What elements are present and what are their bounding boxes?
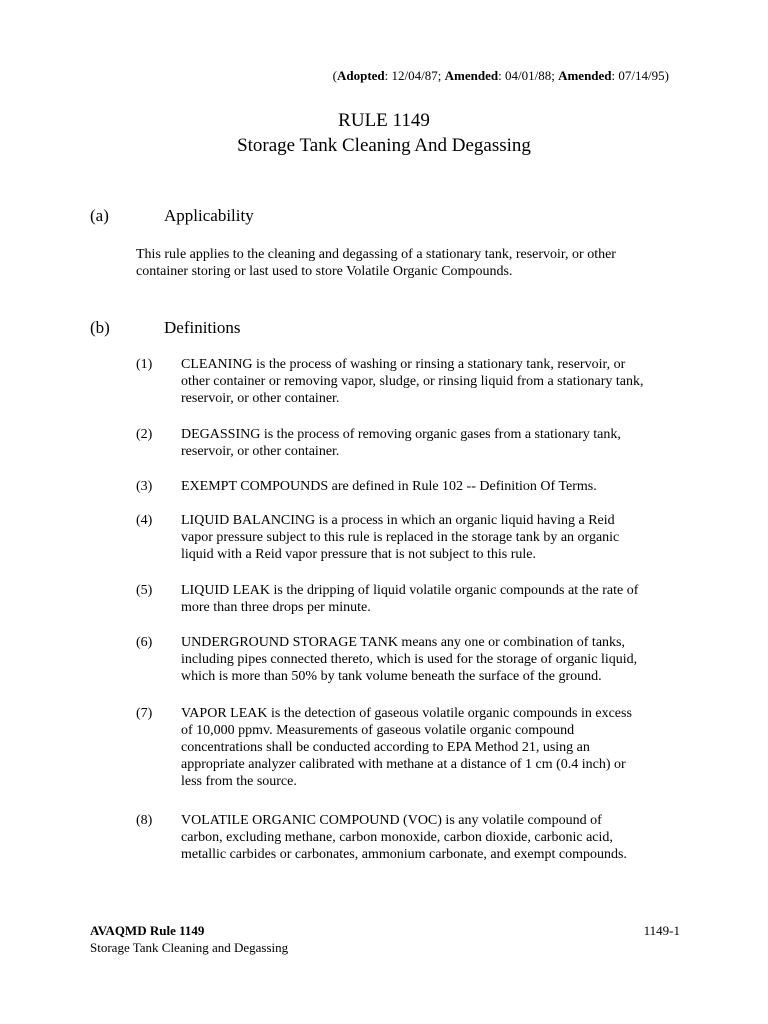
section-a-heading bbox=[90, 206, 254, 226]
definition-line: UNDERGROUND STORAGE TANK means any one or combination of tanks, bbox=[181, 635, 625, 650]
definition-line: LIQUID LEAK is the dripping of liquid volatile organic compounds at the rate of bbox=[181, 583, 639, 598]
section-b-number: (b) bbox=[90, 318, 110, 337]
definition-text bbox=[181, 512, 681, 563]
section-a-text bbox=[136, 246, 696, 280]
definition-line: LIQUID BALANCING is a process in which an organic liquid having a Reid bbox=[181, 513, 615, 528]
amended-label-1: Amended bbox=[444, 68, 499, 83]
definition-line: VOLATILE ORGANIC COMPOUND (VOC) is any volatile compound of bbox=[181, 813, 602, 828]
definition-number: (5) bbox=[136, 583, 153, 598]
adoption-history: (Adopted: 12/04/87; Amended: 04/01/88; Amended: 07/14/95) bbox=[332, 68, 669, 83]
amended-date-2: 07/14/95 bbox=[618, 68, 665, 83]
section-a-number: (a) bbox=[90, 206, 109, 225]
rule-title bbox=[0, 108, 768, 158]
definition-number: (3) bbox=[136, 479, 153, 494]
definition-line: including pipes connected thereto, which is used for the storage of organic liquid, bbox=[181, 652, 638, 667]
definition-text bbox=[181, 582, 681, 616]
definition-line: appropriate analyzer calibrated with methane at a distance of 1 cm (0.4 inch) or bbox=[181, 757, 626, 772]
definition-line: liquid with a Reid vapor pressure that is not subject to this rule. bbox=[181, 547, 536, 562]
definition-text bbox=[181, 478, 681, 495]
adopted-date: 12/04/87 bbox=[391, 68, 438, 83]
definition-line: of 10,000 ppmv. Measurements of gaseous volatile organic compound bbox=[181, 723, 575, 738]
adopted-label: Adopted bbox=[336, 68, 385, 83]
rule-number: RULE 1149 bbox=[338, 110, 430, 131]
definition-line: DEGASSING is the process of removing organic gases from a stationary tank, bbox=[181, 427, 621, 442]
definition-text bbox=[181, 812, 681, 863]
definition-line: vapor pressure subject to this rule is replaced in the storage tank by an organic bbox=[181, 530, 620, 545]
definition-line: reservoir, or other container. bbox=[181, 391, 340, 406]
definition-line: which is more than 50% by tank volume beneath the surface of the ground. bbox=[181, 669, 602, 684]
definition-number: (1) bbox=[136, 357, 153, 372]
definition-text bbox=[181, 634, 681, 685]
section-b-heading bbox=[90, 318, 241, 338]
definition-text bbox=[181, 426, 681, 460]
amended-label-2: Amended bbox=[558, 68, 612, 83]
section-a-title: Applicability bbox=[164, 206, 254, 225]
definition-line: CLEANING is the process of washing or rinsing a stationary tank, reservoir, or bbox=[181, 357, 626, 372]
definition-line: reservoir, or other container. bbox=[181, 444, 340, 459]
footer-rule-title: Storage Tank Cleaning and Degassing bbox=[90, 940, 289, 955]
definition-number: (8) bbox=[136, 813, 153, 828]
definition-line: metallic carbides or carbonates, ammonium carbonate, and exempt compounds. bbox=[181, 847, 627, 862]
footer-rule-name: AVAQMD Rule 1149 bbox=[90, 923, 205, 938]
definition-line: more than three drops per minute. bbox=[181, 600, 371, 615]
definition-line: concentrations shall be conducted according to EPA Method 21, using an bbox=[181, 740, 590, 755]
page-number: 1149-1 bbox=[643, 923, 680, 938]
definition-line: less from the source. bbox=[181, 774, 297, 789]
amended-date-1: 04/01/88 bbox=[504, 68, 552, 83]
definition-number: (7) bbox=[136, 706, 153, 721]
section-b-title: Definitions bbox=[164, 318, 241, 337]
page-footer bbox=[90, 922, 680, 956]
definition-number: (4) bbox=[136, 513, 153, 528]
definition-text bbox=[181, 356, 681, 407]
definition-line: EXEMPT COMPOUNDS are defined in Rule 102 -- Definition Of Terms. bbox=[181, 479, 597, 494]
definition-number: (2) bbox=[136, 427, 153, 442]
section-a-line-2: container storing or last used to store Volatile Organic Compounds. bbox=[136, 264, 513, 279]
definition-line: carbon, excluding methane, carbon monoxide, carbon dioxide, carbonic acid, bbox=[181, 830, 613, 845]
definition-line: other container or removing vapor, sludge, or rinsing liquid from a stationary tank, bbox=[181, 374, 644, 389]
definition-text bbox=[181, 705, 681, 790]
definition-line: VAPOR LEAK is the detection of gaseous volatile organic compounds in excess bbox=[181, 706, 632, 721]
rule-subtitle: Storage Tank Cleaning And Degassing bbox=[237, 135, 531, 156]
definition-number: (6) bbox=[136, 635, 153, 650]
section-a-line-1: This rule applies to the cleaning and degassing of a stationary tank, reservoir, or other bbox=[136, 247, 616, 262]
